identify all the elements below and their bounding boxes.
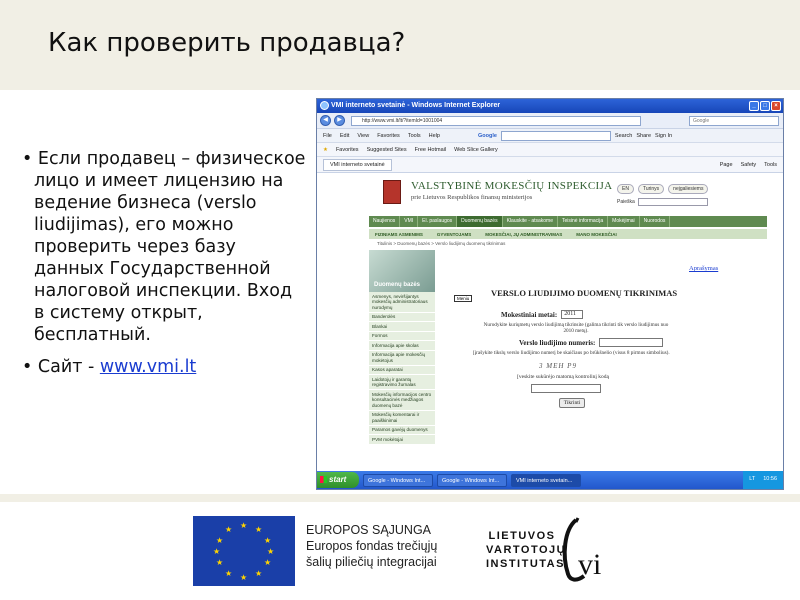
menu-help[interactable]: Help [428,132,440,139]
sidenav-item[interactable]: Kasos aparatai [369,366,435,376]
coat-of-arms-icon [383,180,401,204]
search-label: Paieška [617,199,635,205]
back-icon[interactable]: ◀ [320,115,331,126]
year-select[interactable]: 2011 [561,310,583,319]
clock: 10:56 [763,476,777,482]
site-subtitle: prie Lietuvos Respublikos finansų ministerijos [411,194,533,201]
fav-web-slice[interactable]: Web Slice Gallery [454,146,498,153]
subnav-fiziniams[interactable]: FIZINIAMS ASMENIMS [375,231,423,237]
sidenav-item[interactable]: Laidotojų ir garantų registravimo žurnalas [369,375,435,390]
eu-line: EUROPOS SĄJUNGA [306,523,432,537]
sidenav-item[interactable]: Banderolės [369,313,435,323]
license-number-input[interactable] [599,338,663,347]
bullet-item: • Сайт - www.vmi.lt [22,357,197,377]
forward-icon[interactable]: ▶ [334,115,345,126]
lvi-text [486,529,567,571]
menu-view[interactable]: View [357,132,370,139]
lvi-line: INSTITUTAS [486,558,565,570]
sidenav-item[interactable]: Mokesčių informacijos centro konsultacinės medžiagos duomenų bazė [369,390,435,411]
google-search-button[interactable]: Search [614,132,633,139]
favorites-button[interactable]: Favorites [335,146,359,153]
footer-divider [0,494,800,502]
nav-mokejimai[interactable]: Mokėjimai [608,216,640,227]
taskbar-item[interactable]: VMI interneto svetain... [511,474,581,487]
captcha-image: 3 MEH P9 [539,362,577,370]
sidenav-item[interactable]: Formos [369,332,435,342]
nav-vmi[interactable]: VMI [400,216,418,227]
tools-menu[interactable]: Tools [764,161,777,168]
nav-duomenu-bazes[interactable]: Duomenų bazės [457,216,502,227]
turinys-link[interactable]: Turinys [638,184,664,194]
menu-file[interactable]: File [323,132,332,139]
safety-menu[interactable]: Safety [740,161,757,168]
number-label: Verslo liudijimo numeris: [519,338,596,347]
side-nav [369,292,435,445]
web-page [317,174,783,469]
captcha-note: [veskite sukūrėjo matomą kontrolinį kodą [517,374,609,380]
tab-vmi[interactable]: VMI interneto svetainė [323,159,392,171]
fav-free-hotmail[interactable]: Free Hotmail [414,146,447,153]
subnav-mokesciai[interactable]: MOKESČIAI, JŲ ADMINISTRAVIMAS [485,231,563,237]
taskbar [317,471,783,489]
eu-line: šalių piliečių integracijai [306,555,437,569]
menu-tools[interactable]: Tools [407,132,421,139]
nav-teisine-informacija[interactable]: Teisinė informacija [558,216,608,227]
top-nav [369,216,767,227]
sidenav-item[interactable]: Asmenys, neviršijantys mokesčių administratoriaus nurodymų [369,292,435,313]
vmi-link[interactable]: www.vmi.lt [99,357,197,377]
side-banner-title: Duomenų bazės [374,282,421,288]
sidenav-item[interactable]: Mokesčių komentarai ir paaiškinimai [369,411,435,426]
menu-edit[interactable]: Edit [339,132,350,139]
subnav-mano-mokesciai[interactable]: MANO MOKESČIAI [576,231,617,237]
star-icon: ★ [323,146,328,153]
bullet-text: Сайт - [37,357,100,377]
search-box[interactable]: Google [689,116,779,126]
site-search-input[interactable] [638,198,708,206]
google-search-input[interactable] [501,131,611,141]
nav-klauskite[interactable]: Klauskite - atsakome [503,216,558,227]
language-indicator[interactable]: LT [749,476,756,482]
sidenav-item[interactable]: Informacija apie skolas [369,341,435,351]
breadcrumb: Titulinis > Duomenų bazės > Verslo liudijimų duomenų tikrinimas [377,241,506,246]
ie-icon [320,101,329,110]
fav-suggested-sites[interactable]: Suggested Sites [366,146,407,153]
nav-nuorodos[interactable]: Nuorodos [640,216,671,227]
number-note: [įrašykite tikslų verslo liudijimo numerį be skaičiaus po brūkšnelio (visus 8 pirmus simbolius). [473,350,670,356]
nav-naujienos[interactable]: Naujienos [369,216,400,227]
site-name: VALSTYBINĖ MOKESČIŲ INSPEKCIJA [411,180,613,192]
subnav-gyventojams[interactable]: GYVENTOJAMS [436,231,472,237]
eu-flag-icon: ★ ★ ★ ★ ★ ★ ★ ★ ★ ★ ★ ★ [193,516,295,586]
minimize-icon[interactable]: _ [749,101,759,111]
sign-in-button[interactable]: Sign In [655,132,673,139]
favorites-bar [317,143,783,157]
sidenav-item[interactable]: Informacija apie mokesčių mokėtojus [369,351,435,366]
google-label: Google [477,132,497,139]
address-bar[interactable]: http://www.vmi.lt/lt/?itemId=1001004 [351,116,641,126]
browser-screenshot [316,98,784,490]
address-row [317,113,783,129]
menu-badge[interactable]: Meniu [454,295,472,302]
lang-en-button[interactable]: EN [617,184,634,194]
lvi-line: VARTOTOJŲ [486,544,567,556]
window-titlebar [317,99,783,113]
bullet-item: • Если продавец – физическое лицо и имеет лицензию на ведение бизнеса (verslo liudijimas), его можно проверить через базу данных Государственной налоговой инспекции. Вход в систему открыт, бесплатный. [22,149,306,345]
eu-fund-text [306,522,437,570]
bullet-list [22,148,307,388]
sidenav-item[interactable]: PVM mokėtojai [369,435,435,445]
sub-nav [369,229,767,239]
check-button[interactable]: Tikrinti [559,398,585,408]
lvi-logo [556,516,612,588]
year-note: Nurodykite kuriųmetų verslo liudijimą tikrinsite (galima tikrinti tik verslo liudijimus nuo 2010 metų). [483,322,669,334]
maximize-icon[interactable]: □ [760,101,770,111]
page-menu[interactable]: Page [719,161,733,168]
sidenav-item[interactable]: Blankai [369,322,435,332]
svg-text:vi: vi [578,548,602,581]
taskbar-item[interactable]: Google - Windows Int... [437,474,507,487]
nav-el-paslaugos[interactable]: El. paslaugos [418,216,457,227]
year-label: Mokestiniai metai: [501,310,558,319]
tab-row [317,157,783,173]
start-button[interactable]: start [317,472,359,488]
bullet-text: Если продавец – физическое лицо и имеет лицензию на ведение бизнеса (verslo liudijimas), его можно проверить через базу данных Государственной налоговой инспекции. Вход в систему открыт, бесплатный. [34,149,306,345]
description-link[interactable]: Aprašymas [689,265,719,272]
slide-title: Как проверить продавца? [48,28,406,58]
taskbar-item[interactable]: Google - Windows Int... [363,474,433,487]
share-button[interactable]: Share [636,132,652,139]
form-title: VERSLO LIUDIJIMO DUOMENŲ TIKRINIMAS [491,288,678,298]
side-banner [369,250,435,292]
sidenav-item[interactable]: Paramos gavėjų duomenys [369,426,435,436]
disabled-access-link[interactable]: neįgaliesiems [668,184,708,194]
captcha-input[interactable] [531,384,601,393]
close-icon[interactable]: × [771,101,781,111]
menu-favorites[interactable]: Favorites [377,132,400,139]
eu-line: Europos fondas trečiųjų [306,539,438,553]
lvi-line: LIETUVOS [488,530,556,542]
google-toolbar [478,131,672,141]
menu-bar [317,129,783,143]
system-tray [743,471,783,489]
site-header [369,178,767,214]
window-title: VMI interneto svetainė - Windows Internet Explorer [331,102,501,109]
